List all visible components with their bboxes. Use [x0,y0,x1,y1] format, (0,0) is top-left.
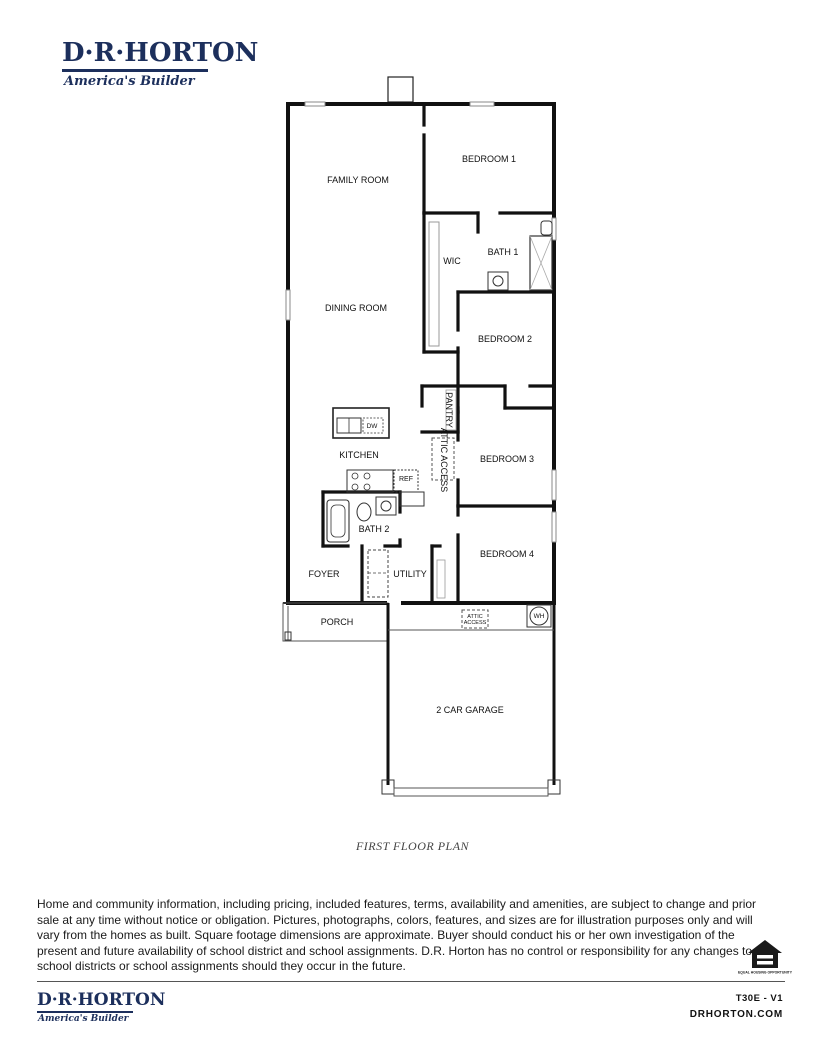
label-bedroom-1: BEDROOM 1 [461,154,517,164]
label-pantry: PANTRY [444,392,454,428]
label-attic-access-1: ATTIC ACCESS [439,427,449,493]
label-attic-line1: ATTIC [467,614,483,620]
label-family-room: FAMILY ROOM [327,175,389,185]
label-utility: UTILITY [393,569,427,579]
windows [286,102,556,542]
label-bath-2: BATH 2 [358,524,390,534]
plan-code: T30E - V1 [735,993,783,1004]
label-bath-1: BATH 1 [487,247,519,257]
equal-housing-caption: EQUAL HOUSING OPPORTUNITY [737,970,793,975]
label-dining-room: DINING ROOM [325,303,387,313]
label-foyer: FOYER [308,569,340,579]
disclaimer-text: Home and community information, including pricing, included features, terms, availability and amenities, are subject to change and prior sale at any time without notice or obligation. Pictures, photographs, colors, features, and sizes are for illustration purposes only and will vary from the homes as built. Square footage dimensions are approximate. Buyer should conduct his or her own investigation of the present and future availability of school district and school assignments. D.R. Horton has no control or responsibility for any changes to school districts or school assignments should they occur in the future. [37,897,757,973]
plan-title: FIRST FLOOR PLAN [355,839,470,853]
label-bedroom-2: BEDROOM 2 [477,334,533,344]
brand-name-footer: D·R·HORTON [37,990,166,1010]
label-bedroom-4: BEDROOM 4 [479,549,535,559]
label-dw: DW [366,423,378,430]
label-wic: WIC [443,256,461,266]
bath2-tub [327,500,349,542]
washer-dryer [368,550,388,597]
garage-door [394,788,548,796]
wic-shelf [429,222,439,346]
label-porch: PORCH [320,617,354,627]
label-garage: 2 CAR GARAGE [436,705,504,715]
equal-housing-icon [737,938,793,976]
label-attic-line2: ACCESS [463,620,487,626]
label-bedroom-3: BEDROOM 3 [479,454,535,464]
brand-rule-footer [37,1011,133,1013]
footer-divider [37,981,785,982]
brand-tagline-footer: America's Builder [38,1014,129,1024]
label-wh: WH [533,613,545,620]
brand-tagline: America's Builder [64,74,195,89]
website-link[interactable]: DRHORTON.COM [689,1009,783,1020]
brand-logo-bottom [37,992,165,1024]
roof-vent [388,77,413,102]
label-kitchen: KITCHEN [339,450,379,460]
brand-name: D·R·HORTON [62,38,259,68]
garage [382,603,560,796]
label-ref: REF [399,476,413,483]
